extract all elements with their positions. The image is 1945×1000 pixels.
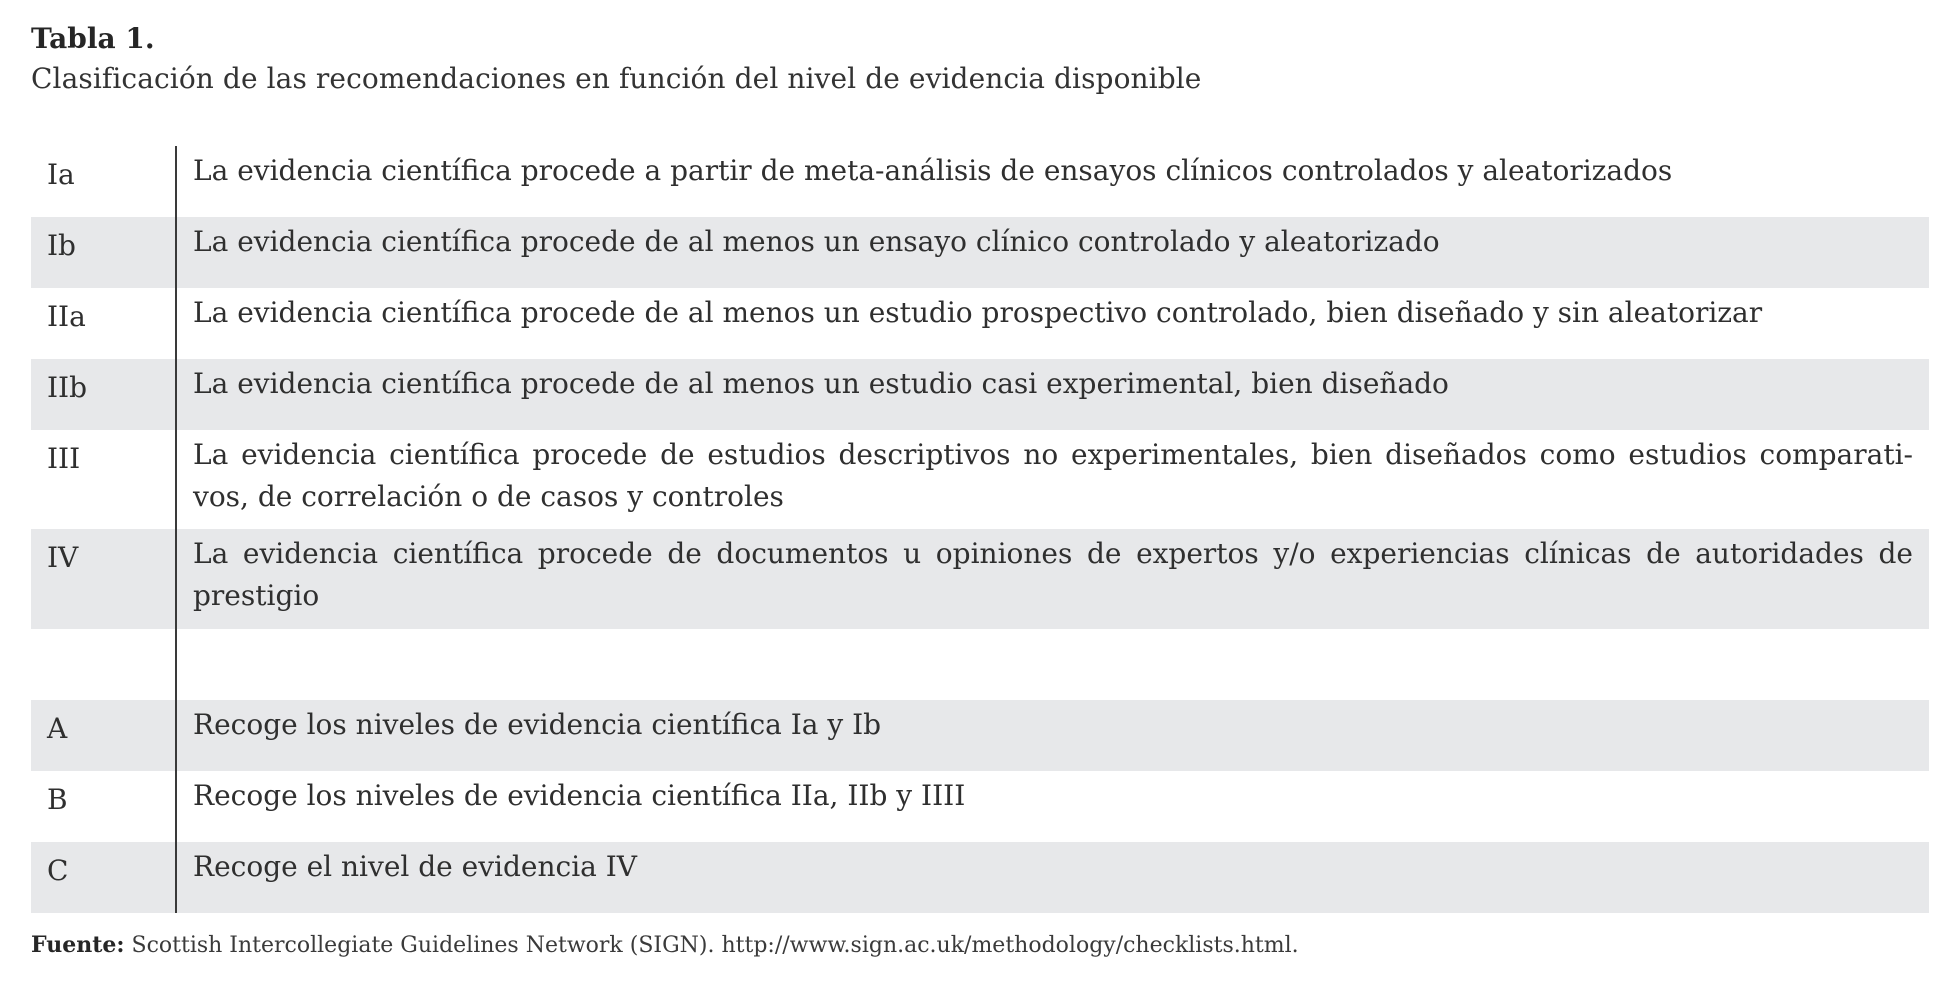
level-code: III	[31, 430, 177, 529]
grade-code: C	[31, 842, 177, 913]
table-subtitle: Clasificación de las recomendaciones en función del nivel de evidencia disponible	[31, 62, 1202, 95]
table-row	[31, 771, 1929, 842]
grade-description: Recoge los niveles de evidencia científica IIa, IIb y IIII	[193, 779, 966, 812]
grade-description: Recoge los niveles de evidencia científica Ia y Ib	[193, 708, 882, 741]
level-description: La evidencia científica procede de estudios descriptivos no experimentales, bien diseñados como estudios comparati-vos, de correlación o de casos y controles	[193, 438, 1913, 513]
level-description: La evidencia científica procede a partir de meta-análisis de ensayos clínicos controlados y aleatorizados	[193, 154, 1673, 187]
table-row	[31, 146, 1929, 217]
table-row-spacer	[31, 629, 1929, 700]
level-description	[177, 629, 1929, 633]
source-footnote	[31, 932, 1299, 958]
table-row	[31, 430, 1929, 529]
table-row	[31, 700, 1929, 771]
footnote-label: Fuente:	[31, 932, 125, 958]
grade-description: Recoge el nivel de evidencia IV	[193, 850, 638, 883]
level-description: La evidencia científica procede de al menos un estudio casi experimental, bien diseñado	[193, 367, 1449, 400]
level-code: IIa	[31, 288, 177, 359]
table-row	[31, 217, 1929, 288]
grade-code: A	[31, 700, 177, 771]
table-row	[31, 288, 1929, 359]
table-row	[31, 842, 1929, 913]
level-code: Ia	[31, 146, 177, 217]
level-code	[31, 629, 177, 700]
level-description: La evidencia científica procede de al menos un ensayo clínico controlado y aleatorizado	[193, 225, 1440, 258]
grade-code: B	[31, 771, 177, 842]
level-code: IV	[31, 529, 177, 629]
footnote-text: Scottish Intercollegiate Guidelines Network (SIGN). http://www.sign.ac.uk/methodology/checklists.html.	[131, 933, 1299, 958]
level-code: Ib	[31, 217, 177, 288]
level-description: La evidencia científica procede de documentos u opiniones de expertos y/o experiencias clínicas de autoridades de prestigio	[193, 537, 1913, 612]
table-row	[31, 529, 1929, 629]
level-description: La evidencia científica procede de al menos un estudio prospectivo controlado, bien diseñado y sin aleatorizar	[193, 296, 1763, 329]
table-title: Tabla 1.	[31, 22, 155, 55]
table-row	[31, 359, 1929, 430]
level-code: IIb	[31, 359, 177, 430]
evidence-table	[31, 146, 1929, 913]
